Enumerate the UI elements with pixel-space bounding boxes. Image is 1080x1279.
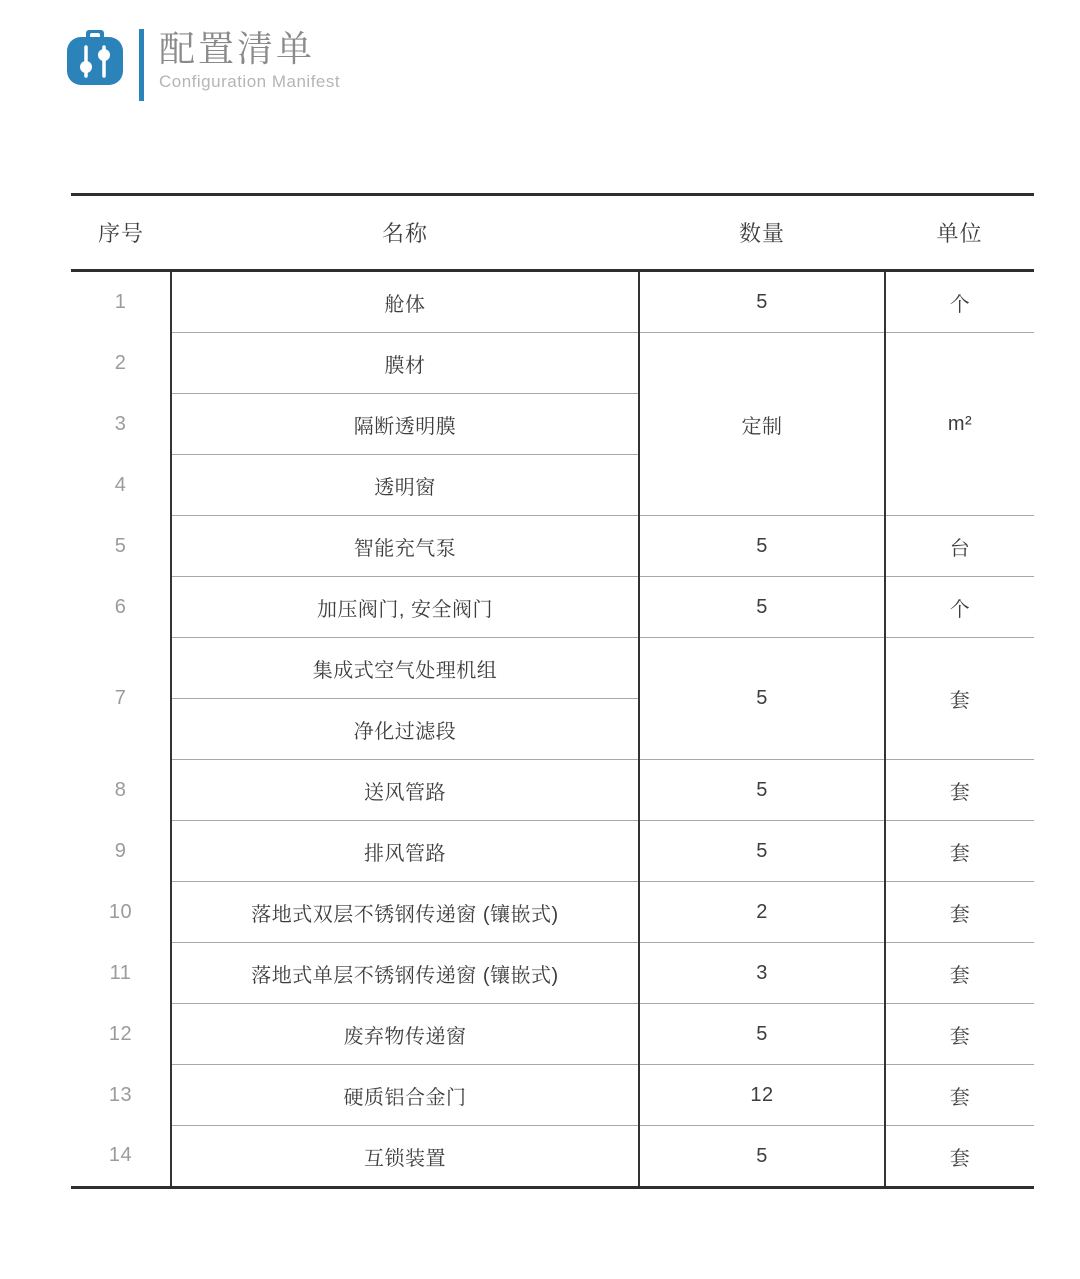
cell-no: 10 (108, 900, 133, 923)
cell-unit: 套 (885, 1004, 1034, 1065)
cell-no: 2 (114, 351, 127, 374)
cell-name: 隔断透明膜 (171, 394, 639, 455)
cell-name: 废弃物传递窗 (171, 1004, 639, 1065)
cell-unit: 个 (885, 577, 1034, 638)
cell-no: 11 (109, 961, 132, 984)
cell-name: 硬质铝合金门 (171, 1065, 639, 1126)
cell-qty: 5 (639, 760, 885, 821)
table-row (71, 1126, 1034, 1188)
cell-no: 8 (114, 778, 127, 801)
table-row (71, 943, 1034, 1004)
cell-name: 落地式单层不锈钢传递窗 (镶嵌式) (171, 943, 639, 1004)
cell-qty: 5 (639, 638, 885, 760)
cell-no: 6 (114, 595, 127, 618)
cell-no: 13 (108, 1083, 133, 1106)
app-header (64, 26, 340, 101)
briefcase-sliders-icon (64, 26, 126, 88)
cell-name: 排风管路 (171, 821, 639, 882)
cell-unit: 套 (885, 760, 1034, 821)
cell-name: 舱体 (171, 271, 639, 333)
accent-divider (139, 29, 144, 101)
cell-unit: 套 (885, 882, 1034, 943)
cell-name: 集成式空气处理机组 (171, 638, 639, 699)
cell-no: 12 (108, 1022, 133, 1045)
cell-unit: 个 (885, 271, 1034, 333)
cell-qty: 5 (639, 516, 885, 577)
table-row (71, 516, 1034, 577)
cell-qty: 5 (639, 821, 885, 882)
col-header-no: 序号 (71, 195, 171, 271)
cell-no: 9 (114, 839, 127, 862)
cell-qty: 5 (639, 577, 885, 638)
cell-no: 3 (114, 412, 127, 435)
cell-no: 7 (114, 687, 127, 709)
cell-qty: 12 (639, 1065, 885, 1126)
table-row (71, 1004, 1034, 1065)
cell-qty: 5 (639, 1004, 885, 1065)
cell-name: 落地式双层不锈钢传递窗 (镶嵌式) (171, 882, 639, 943)
cell-unit: 套 (885, 943, 1034, 1004)
table-header-row (71, 195, 1034, 271)
table-row (71, 333, 1034, 394)
col-header-qty: 数量 (639, 195, 885, 271)
table-row (71, 1065, 1034, 1126)
cell-name: 膜材 (171, 333, 639, 394)
cell-qty: 5 (639, 271, 885, 333)
cell-qty: 定制 (639, 333, 885, 516)
cell-unit: m² (885, 333, 1034, 516)
cell-no: 1 (114, 290, 127, 313)
cell-name: 透明窗 (171, 455, 639, 516)
cell-qty: 2 (639, 882, 885, 943)
cell-name: 加压阀门, 安全阀门 (171, 577, 639, 638)
cell-unit: 台 (885, 516, 1034, 577)
cell-unit: 套 (885, 1126, 1034, 1188)
table-body (71, 271, 1034, 1188)
table-row (71, 638, 1034, 699)
cell-unit: 套 (885, 638, 1034, 760)
manifest-table (71, 193, 1034, 1189)
cell-no: 14 (108, 1144, 133, 1167)
cell-unit: 套 (885, 1065, 1034, 1126)
cell-name: 互锁装置 (171, 1126, 639, 1188)
title-block (159, 26, 340, 92)
col-header-name: 名称 (171, 195, 639, 271)
table-row (71, 271, 1034, 333)
cell-qty: 3 (639, 943, 885, 1004)
table-row (71, 821, 1034, 882)
cell-name: 智能充气泵 (171, 516, 639, 577)
cell-no: 4 (114, 473, 127, 496)
page-subtitle: Configuration Manifest (159, 72, 341, 92)
col-header-unit: 单位 (885, 195, 1034, 271)
table-row (71, 760, 1034, 821)
cell-qty: 5 (639, 1126, 885, 1188)
cell-unit: 套 (885, 821, 1034, 882)
page-title: 配置清单 (159, 28, 316, 69)
cell-name: 净化过滤段 (171, 699, 639, 760)
cell-no: 5 (114, 534, 127, 557)
table-row (71, 882, 1034, 943)
table-row (71, 577, 1034, 638)
cell-name: 送风管路 (171, 760, 639, 821)
